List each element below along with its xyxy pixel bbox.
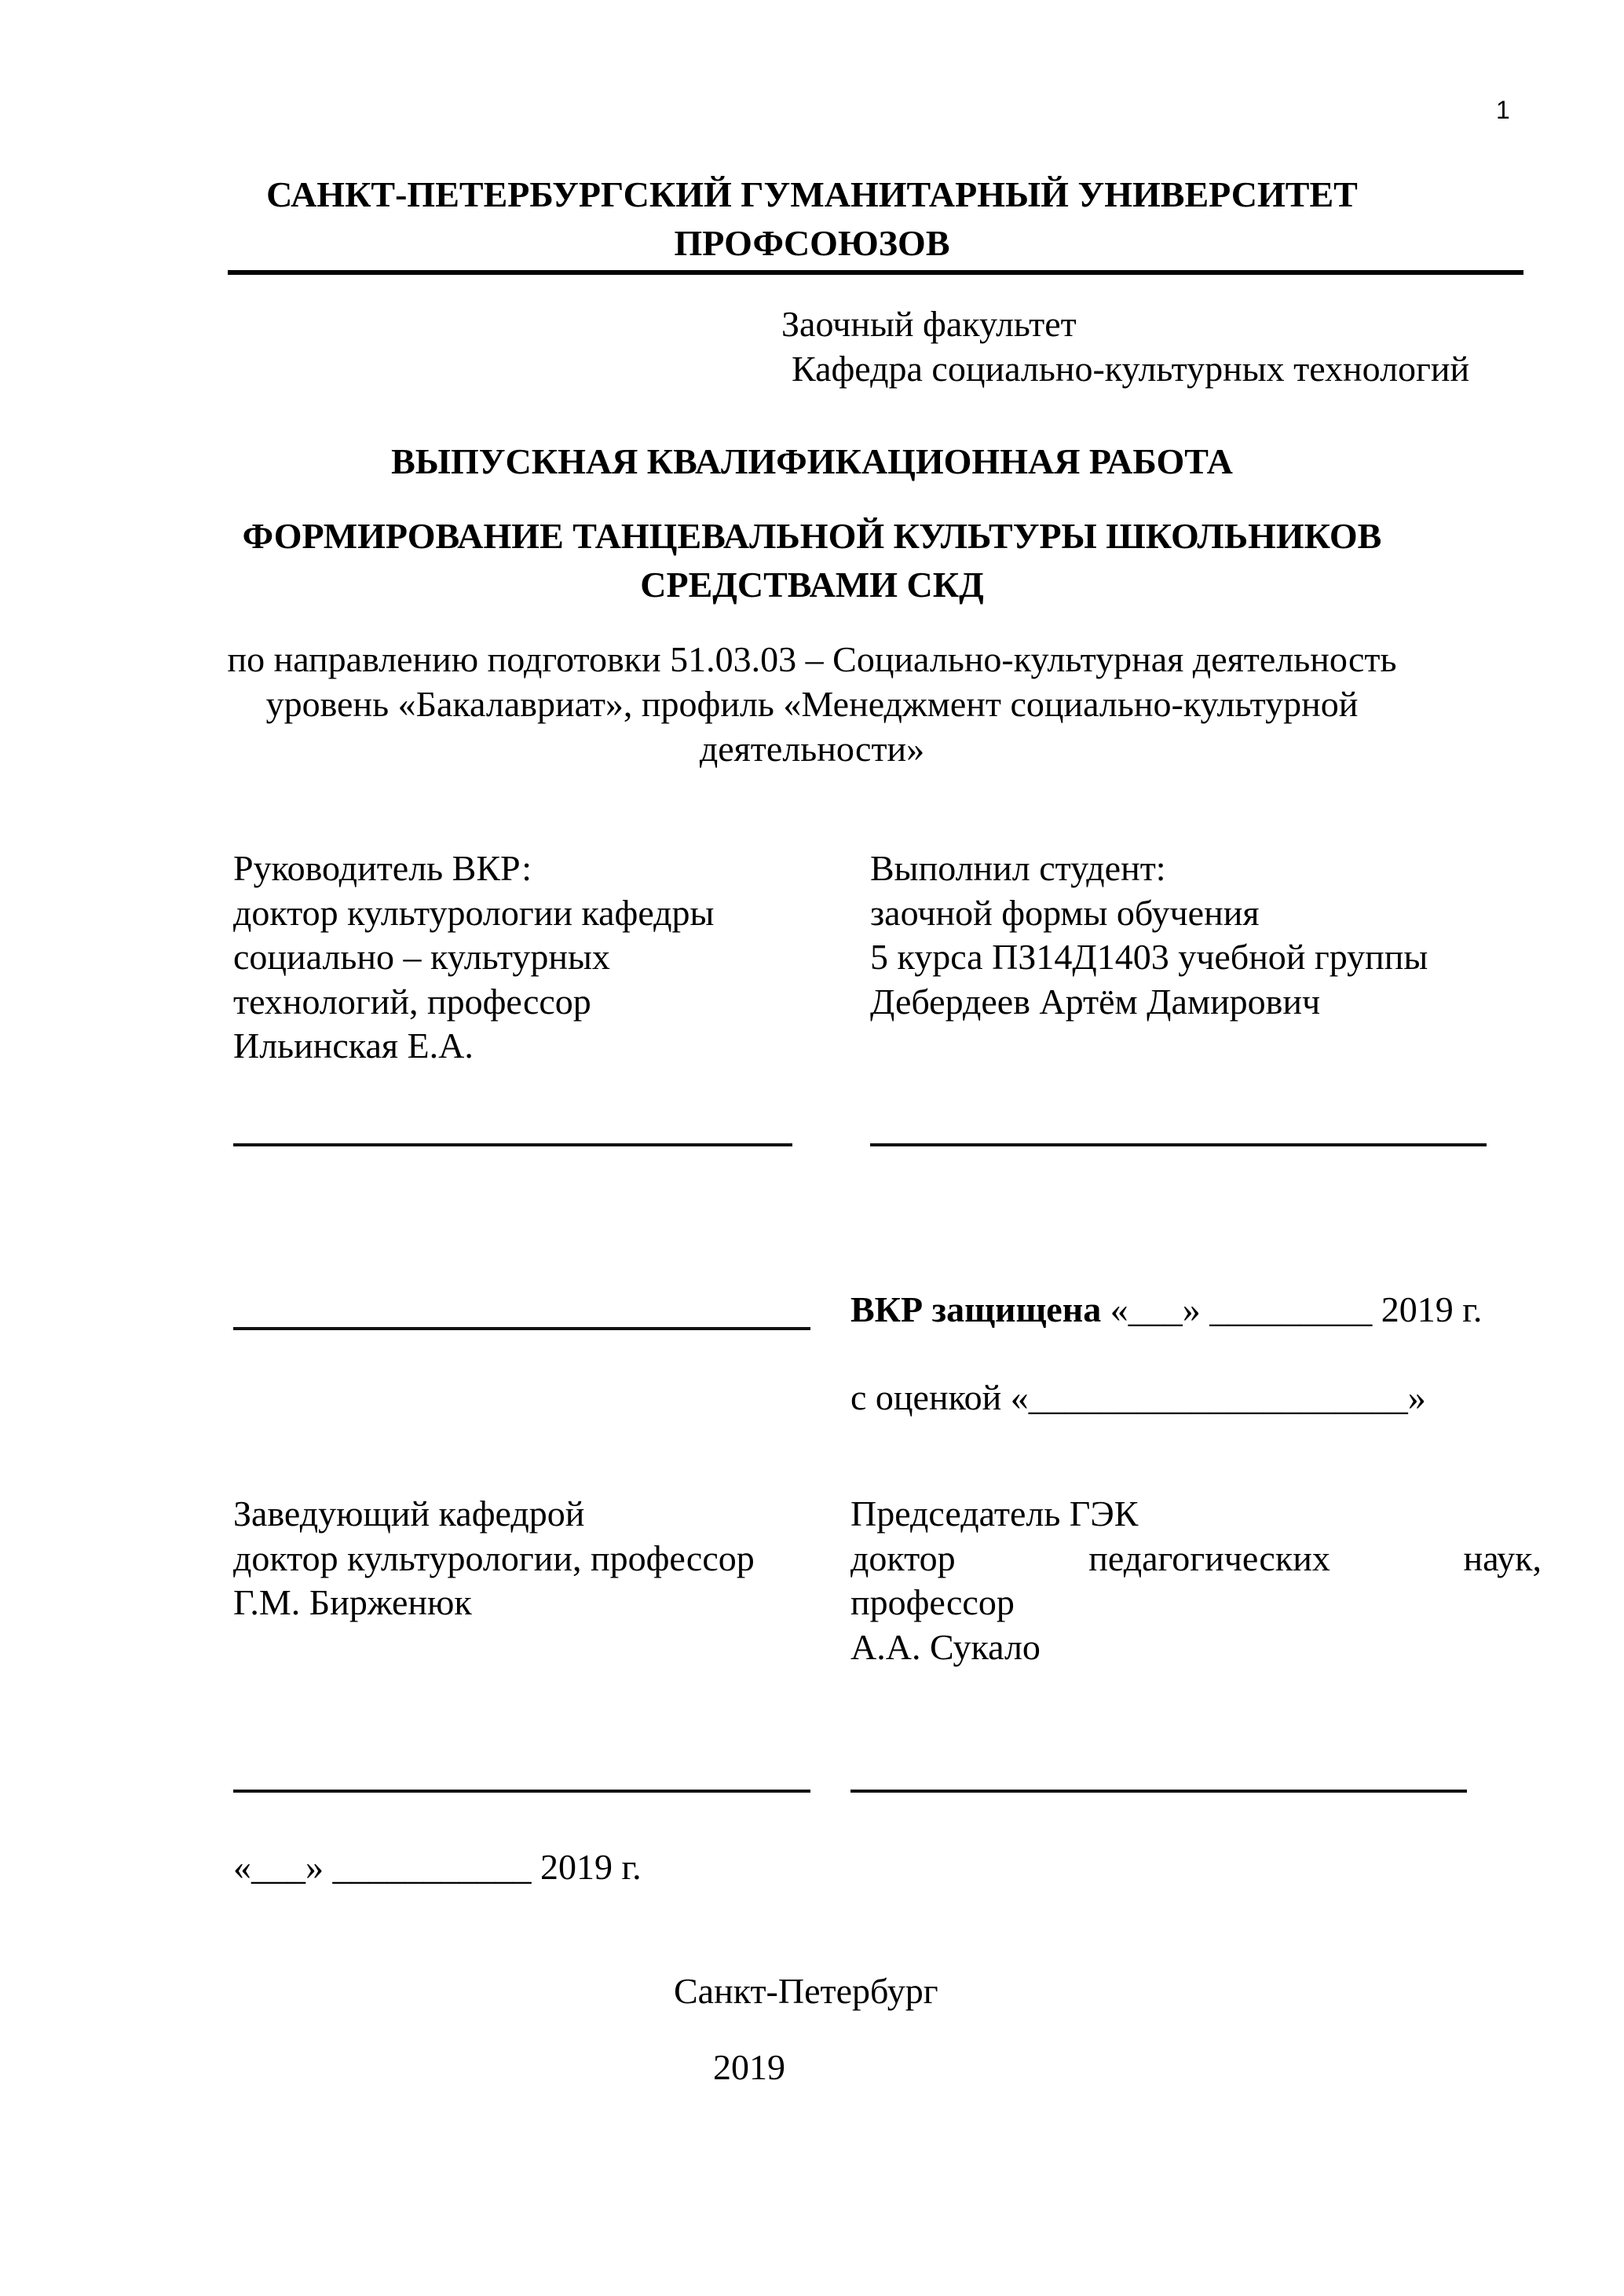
direction-line3: деятельности» [699, 729, 925, 769]
defense-status [850, 1288, 1482, 1332]
work-type: ВЫПУСКНАЯ КВАЛИФИКАЦИОННАЯ РАБОТА [391, 441, 1233, 481]
supervisor-title: технологий, профессор [233, 981, 591, 1022]
supervisor-label: Руководитель ВКР: [233, 848, 532, 888]
chair-degree: доктор педагогических наук, [850, 1537, 1542, 1578]
student-group: 5 курса ПЗ14Д1403 учебной группы [870, 937, 1428, 977]
direction-line1: по направлению подготовки 51.03.03 – Социально-культурная деятельность [227, 639, 1397, 679]
supervisor-signature-line[interactable] [233, 1143, 792, 1146]
page-number: 1 [1496, 96, 1510, 124]
department: Кафедра социально-культурных технологий [792, 349, 1470, 389]
head-degree: доктор культурологии, профессор [233, 1537, 755, 1578]
footer-date[interactable]: «___» ___________ 2019 г. [233, 1847, 642, 1887]
work-title-line1: ФОРМИРОВАНИЕ ТАНЦЕВАЛЬНОЙ КУЛЬТУРЫ ШКОЛЬНИКОВ [242, 516, 1382, 556]
defense-signature-line[interactable] [233, 1327, 810, 1330]
supervisor-block [233, 846, 714, 1069]
head-label: Заведующий кафедрой [233, 1493, 585, 1534]
chair-name: А.А. Сукало [850, 1626, 1041, 1667]
supervisor-department: социально – культурных [233, 937, 610, 977]
city: Санкт-Петербург [674, 1971, 938, 2011]
defense-label: ВКР защищена [850, 1289, 1102, 1329]
chair-title: профессор [850, 1582, 1015, 1622]
university-name-line1: САНКТ-ПЕТЕРБУРГСКИЙ ГУМАНИТАРНЫЙ УНИВЕРСИТЕТ [266, 174, 1358, 214]
student-label: Выполнил студент: [870, 848, 1166, 888]
year: 2019 [713, 2047, 785, 2087]
student-study-form: заочной формы обучения [870, 892, 1260, 933]
chair-label: Председатель ГЭК [850, 1493, 1139, 1534]
commission-chair-block [850, 1492, 1542, 1669]
chair-signature-line[interactable] [850, 1790, 1467, 1793]
work-title-line2: СРЕДСТВАМИ СКД [640, 565, 984, 605]
header-rule [228, 270, 1523, 275]
student-name: Дебердеев Артём Дамирович [870, 981, 1321, 1022]
supervisor-degree: доктор культурологии кафедры [233, 892, 715, 933]
head-signature-line[interactable] [233, 1790, 810, 1793]
student-block [870, 846, 1428, 1024]
faculty: Заочный факультет [781, 304, 1077, 344]
head-name: Г.М. Бирженюк [233, 1582, 472, 1622]
university-name-line2: ПРОФСОЮЗОВ [674, 223, 950, 263]
defense-grade[interactable]: с оценкой «_____________________» [850, 1377, 1426, 1417]
head-of-department-block [233, 1492, 755, 1625]
direction-line2: уровень «Бакалавриат», профиль «Менеджмент социально-культурной [265, 684, 1359, 724]
supervisor-name: Ильинская Е.А. [233, 1026, 474, 1066]
defense-date[interactable]: «___» _________ 2019 г. [1110, 1289, 1483, 1329]
student-signature-line[interactable] [870, 1143, 1487, 1146]
